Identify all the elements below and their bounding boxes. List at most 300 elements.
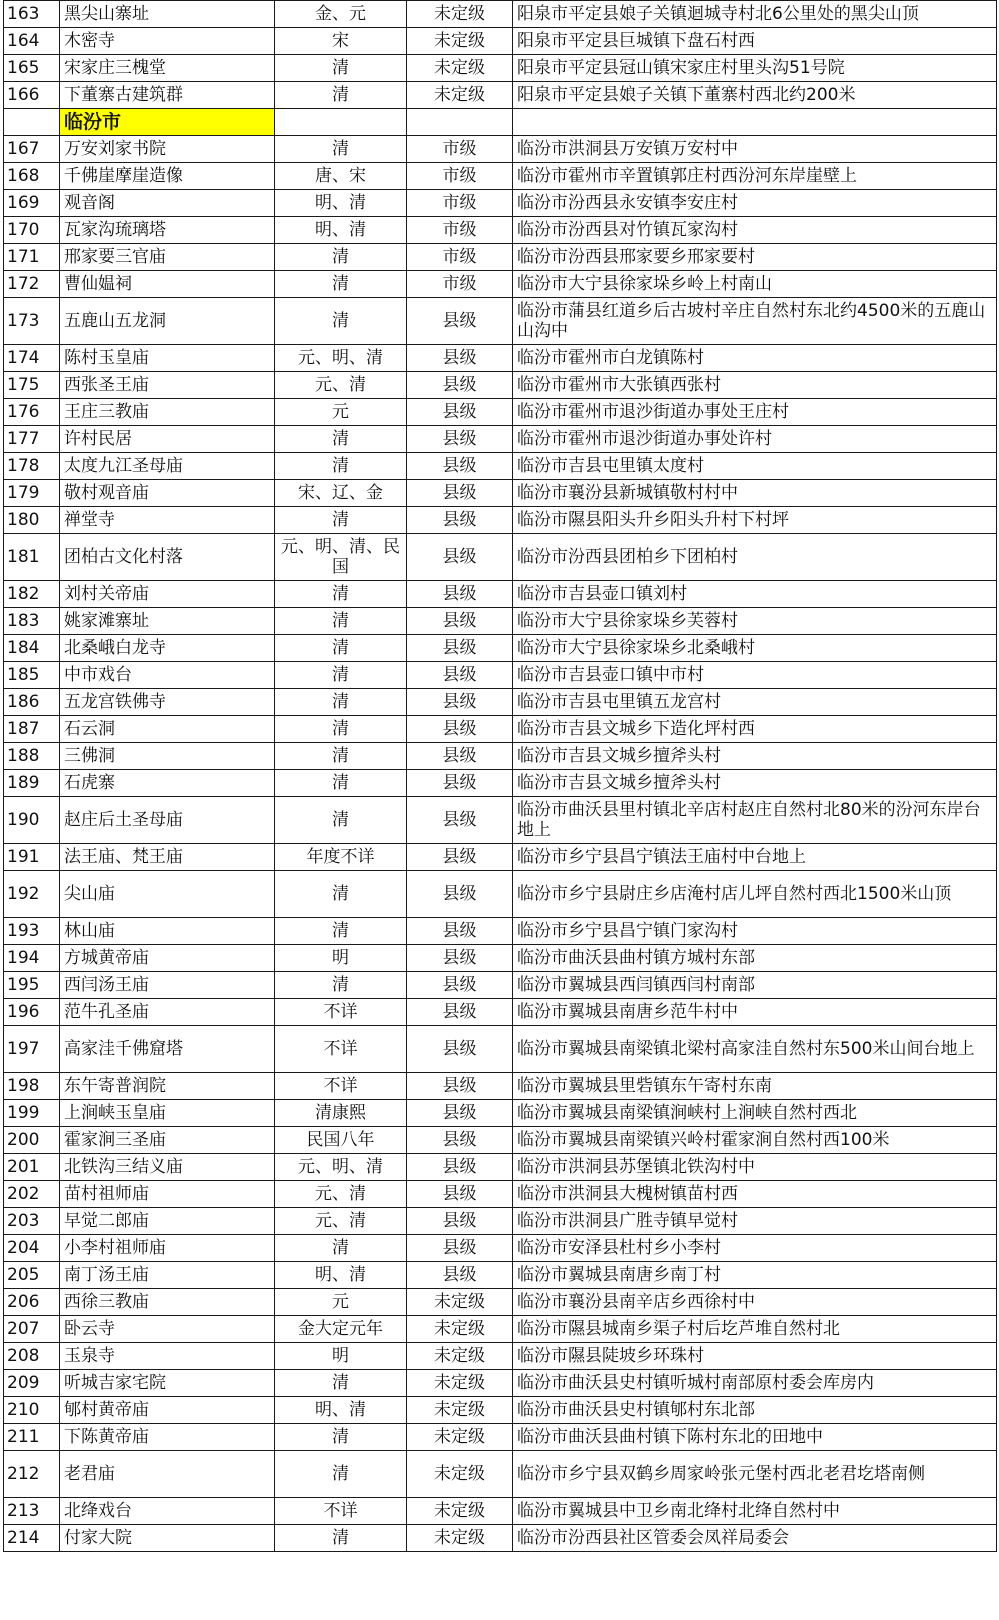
address-cell: 临汾市汾西县永安镇李安庄村 [513, 190, 997, 217]
protection-level-cell: 市级 [407, 244, 513, 271]
era-cell: 元、明、清 [275, 345, 407, 372]
row-number-cell: 189 [4, 770, 60, 797]
table-row [4, 635, 997, 662]
site-name-cell: 禅堂寺 [60, 507, 275, 534]
row-number-cell: 201 [4, 1154, 60, 1181]
table-row [4, 399, 997, 426]
era-cell: 不详 [275, 1073, 407, 1100]
address-cell: 临汾市安泽县杜村乡小李村 [513, 1235, 997, 1262]
row-number-cell: 202 [4, 1181, 60, 1208]
era-cell: 清 [275, 55, 407, 82]
address-cell: 阳泉市平定县冠山镇宋家庄村里头沟51号院 [513, 55, 997, 82]
row-number-cell: 214 [4, 1525, 60, 1552]
era-cell: 元、清 [275, 1181, 407, 1208]
table-row [4, 28, 997, 55]
section-heading: 临汾市 [60, 109, 275, 136]
era-cell: 清 [275, 82, 407, 109]
site-name-cell: 王庄三教庙 [60, 399, 275, 426]
protection-level-cell: 市级 [407, 190, 513, 217]
protection-level-cell: 县级 [407, 298, 513, 345]
era-cell: 不详 [275, 1498, 407, 1525]
address-cell: 临汾市汾西县邢家要乡邢家要村 [513, 244, 997, 271]
era-cell: 清 [275, 507, 407, 534]
section-number-cell [4, 109, 60, 136]
table-row [4, 534, 997, 581]
table-row [4, 716, 997, 743]
row-number-cell: 183 [4, 608, 60, 635]
table-row [4, 1026, 997, 1073]
site-name-cell: 法王庙、梵王庙 [60, 844, 275, 871]
protection-level-cell: 未定级 [407, 1, 513, 28]
heritage-table-sheet [3, 0, 996, 1552]
site-name-cell: 瓦家沟琉璃塔 [60, 217, 275, 244]
address-cell: 临汾市吉县屯里镇太度村 [513, 453, 997, 480]
address-cell: 阳泉市平定县娘子关镇下董寨村西北约200米 [513, 82, 997, 109]
site-name-cell: 西徐三教庙 [60, 1289, 275, 1316]
table-row [4, 797, 997, 844]
table-row [4, 1343, 997, 1370]
table-row [4, 480, 997, 507]
site-name-cell: 五龙宫铁佛寺 [60, 689, 275, 716]
address-cell: 临汾市翼城县中卫乡南北绛村北绛自然村中 [513, 1498, 997, 1525]
row-number-cell: 179 [4, 480, 60, 507]
site-name-cell: 西闫汤王庙 [60, 972, 275, 999]
row-number-cell: 169 [4, 190, 60, 217]
address-cell: 临汾市霍州市大张镇西张村 [513, 372, 997, 399]
protection-level-cell: 县级 [407, 743, 513, 770]
row-number-cell: 195 [4, 972, 60, 999]
address-cell: 临汾市乡宁县尉庄乡店淹村店儿坪自然村西北1500米山顶 [513, 871, 997, 918]
protection-level-cell: 县级 [407, 1208, 513, 1235]
table-row [4, 507, 997, 534]
address-cell: 临汾市汾西县社区管委会凤祥局委会 [513, 1525, 997, 1552]
table-row [4, 1073, 997, 1100]
protection-level-cell: 县级 [407, 844, 513, 871]
era-cell: 清 [275, 716, 407, 743]
era-cell: 清 [275, 136, 407, 163]
row-number-cell: 212 [4, 1451, 60, 1498]
row-number-cell: 167 [4, 136, 60, 163]
era-cell: 清 [275, 743, 407, 770]
era-cell: 明、清 [275, 217, 407, 244]
site-name-cell: 赵庄后土圣母庙 [60, 797, 275, 844]
table-row [4, 426, 997, 453]
site-name-cell: 观音阁 [60, 190, 275, 217]
site-name-cell: 苗村祖师庙 [60, 1181, 275, 1208]
section-row [4, 109, 997, 136]
section-era-cell [275, 109, 407, 136]
site-name-cell: 敬村观音庙 [60, 480, 275, 507]
table-row [4, 1127, 997, 1154]
table-row [4, 190, 997, 217]
protection-level-cell: 县级 [407, 1100, 513, 1127]
protection-level-cell: 县级 [407, 1181, 513, 1208]
row-number-cell: 168 [4, 163, 60, 190]
table-row [4, 298, 997, 345]
protection-level-cell: 县级 [407, 635, 513, 662]
row-number-cell: 173 [4, 298, 60, 345]
table-row [4, 1498, 997, 1525]
site-name-cell: 石云洞 [60, 716, 275, 743]
table-row [4, 1525, 997, 1552]
table-row [4, 1316, 997, 1343]
table-row [4, 217, 997, 244]
era-cell: 清 [275, 972, 407, 999]
site-name-cell: 邢家要三官庙 [60, 244, 275, 271]
address-cell: 临汾市乡宁县双鹤乡周家岭张元堡村西北老君圪塔南侧 [513, 1451, 997, 1498]
table-row [4, 244, 997, 271]
site-name-cell: 老君庙 [60, 1451, 275, 1498]
era-cell: 元、明、清 [275, 1154, 407, 1181]
address-cell: 临汾市翼城县南梁镇北梁村高家洼自然村东500米山间台地上 [513, 1026, 997, 1073]
row-number-cell: 194 [4, 945, 60, 972]
table-row [4, 871, 997, 918]
row-number-cell: 206 [4, 1289, 60, 1316]
address-cell: 临汾市洪洞县广胜寺镇早觉村 [513, 1208, 997, 1235]
row-number-cell: 172 [4, 271, 60, 298]
row-number-cell: 171 [4, 244, 60, 271]
protection-level-cell: 县级 [407, 972, 513, 999]
table-row [4, 453, 997, 480]
site-name-cell: 太度九江圣母庙 [60, 453, 275, 480]
site-name-cell: 陈村玉皇庙 [60, 345, 275, 372]
site-name-cell: 方城黄帝庙 [60, 945, 275, 972]
protection-level-cell: 未定级 [407, 1451, 513, 1498]
address-cell: 临汾市霍州市辛置镇郭庄村西汾河东岸崖壁上 [513, 163, 997, 190]
row-number-cell: 199 [4, 1100, 60, 1127]
address-cell: 临汾市霍州市白龙镇陈村 [513, 345, 997, 372]
site-name-cell: 中市戏台 [60, 662, 275, 689]
row-number-cell: 193 [4, 918, 60, 945]
era-cell: 清 [275, 581, 407, 608]
address-cell: 临汾市翼城县里砦镇东午寄村东南 [513, 1073, 997, 1100]
era-cell: 元、清 [275, 1208, 407, 1235]
era-cell: 清 [275, 635, 407, 662]
era-cell: 唐、宋 [275, 163, 407, 190]
row-number-cell: 164 [4, 28, 60, 55]
table-row [4, 1370, 997, 1397]
table-row [4, 82, 997, 109]
row-number-cell: 170 [4, 217, 60, 244]
table-row [4, 918, 997, 945]
site-name-cell: 付家大院 [60, 1525, 275, 1552]
table-row [4, 1424, 997, 1451]
site-name-cell: 卧云寺 [60, 1316, 275, 1343]
protection-level-cell: 县级 [407, 770, 513, 797]
address-cell: 临汾市翼城县西闫镇西闫村南部 [513, 972, 997, 999]
protection-level-cell: 县级 [407, 945, 513, 972]
protection-level-cell: 县级 [407, 797, 513, 844]
site-name-cell: 上涧峡玉皇庙 [60, 1100, 275, 1127]
table-row [4, 345, 997, 372]
site-name-cell: 五鹿山五龙洞 [60, 298, 275, 345]
protection-level-cell: 未定级 [407, 1525, 513, 1552]
table-row [4, 581, 997, 608]
table-row [4, 1208, 997, 1235]
protection-level-cell: 未定级 [407, 1343, 513, 1370]
site-name-cell: 姚家滩寨址 [60, 608, 275, 635]
era-cell: 清 [275, 1451, 407, 1498]
protection-level-cell: 县级 [407, 999, 513, 1026]
row-number-cell: 186 [4, 689, 60, 716]
site-name-cell: 万安刘家书院 [60, 136, 275, 163]
section-row-group [4, 109, 997, 136]
address-cell: 临汾市洪洞县苏堡镇北铁沟村中 [513, 1154, 997, 1181]
era-cell: 明 [275, 1343, 407, 1370]
site-name-cell: 玉泉寺 [60, 1343, 275, 1370]
era-cell: 清 [275, 797, 407, 844]
era-cell: 清 [275, 1235, 407, 1262]
address-cell: 临汾市翼城县南唐乡南丁村 [513, 1262, 997, 1289]
era-cell: 清 [275, 689, 407, 716]
protection-level-cell: 未定级 [407, 55, 513, 82]
table-row [4, 999, 997, 1026]
row-number-cell: 198 [4, 1073, 60, 1100]
era-cell: 清 [275, 1424, 407, 1451]
table-row [4, 972, 997, 999]
era-cell: 金大定元年 [275, 1316, 407, 1343]
site-name-cell: 许村民居 [60, 426, 275, 453]
protection-level-cell: 县级 [407, 608, 513, 635]
site-name-cell: 曹仙媪祠 [60, 271, 275, 298]
table-row [4, 271, 997, 298]
table-row [4, 1, 997, 28]
row-number-cell: 181 [4, 534, 60, 581]
table-body-yangquan [4, 1, 997, 109]
site-name-cell: 团柏古文化村落 [60, 534, 275, 581]
address-cell: 临汾市曲沃县史村镇听城村南部原村委会库房内 [513, 1370, 997, 1397]
era-cell: 清 [275, 662, 407, 689]
protection-level-cell: 未定级 [407, 1370, 513, 1397]
table-row [4, 372, 997, 399]
protection-level-cell: 县级 [407, 480, 513, 507]
table-row [4, 1181, 997, 1208]
row-number-cell: 209 [4, 1370, 60, 1397]
row-number-cell: 163 [4, 1, 60, 28]
address-cell: 阳泉市平定县巨城镇下盘石村西 [513, 28, 997, 55]
protection-level-cell: 市级 [407, 136, 513, 163]
row-number-cell: 192 [4, 871, 60, 918]
address-cell: 阳泉市平定县娘子关镇迴城寺村北6公里处的黑尖山顶 [513, 1, 997, 28]
address-cell: 临汾市洪洞县大槐树镇苗村西 [513, 1181, 997, 1208]
era-cell: 清 [275, 426, 407, 453]
row-number-cell: 178 [4, 453, 60, 480]
site-name-cell: 小李村祖师庙 [60, 1235, 275, 1262]
protection-level-cell: 县级 [407, 689, 513, 716]
table-row [4, 743, 997, 770]
row-number-cell: 177 [4, 426, 60, 453]
heritage-sites-table [3, 0, 997, 1552]
address-cell: 临汾市吉县文城乡擅斧头村 [513, 770, 997, 797]
address-cell: 临汾市襄汾县新城镇敬村村中 [513, 480, 997, 507]
row-number-cell: 210 [4, 1397, 60, 1424]
protection-level-cell: 县级 [407, 581, 513, 608]
site-name-cell: 下陈黄帝庙 [60, 1424, 275, 1451]
era-cell: 清 [275, 770, 407, 797]
address-cell: 临汾市大宁县徐家垛乡岭上村南山 [513, 271, 997, 298]
address-cell: 临汾市曲沃县史村镇郇村东北部 [513, 1397, 997, 1424]
protection-level-cell: 市级 [407, 271, 513, 298]
protection-level-cell: 县级 [407, 534, 513, 581]
address-cell: 临汾市吉县壶口镇刘村 [513, 581, 997, 608]
row-number-cell: 180 [4, 507, 60, 534]
address-cell: 临汾市隰县陡坡乡环珠村 [513, 1343, 997, 1370]
protection-level-cell: 县级 [407, 399, 513, 426]
site-name-cell: 石虎寨 [60, 770, 275, 797]
era-cell: 民国八年 [275, 1127, 407, 1154]
protection-level-cell: 未定级 [407, 1424, 513, 1451]
protection-level-cell: 县级 [407, 871, 513, 918]
table-row [4, 163, 997, 190]
site-name-cell: 西张圣王庙 [60, 372, 275, 399]
row-number-cell: 203 [4, 1208, 60, 1235]
table-row [4, 770, 997, 797]
address-cell: 临汾市蒲县红道乡后古坡村辛庄自然村东北约4500米的五鹿山山沟中 [513, 298, 997, 345]
row-number-cell: 213 [4, 1498, 60, 1525]
site-name-cell: 北绛戏台 [60, 1498, 275, 1525]
era-cell: 清 [275, 1525, 407, 1552]
table-row [4, 608, 997, 635]
protection-level-cell: 县级 [407, 1073, 513, 1100]
site-name-cell: 高家洼千佛窟塔 [60, 1026, 275, 1073]
era-cell: 元 [275, 1289, 407, 1316]
table-row [4, 55, 997, 82]
protection-level-cell: 县级 [407, 345, 513, 372]
address-cell: 临汾市乡宁县昌宁镇门家沟村 [513, 918, 997, 945]
table-row [4, 662, 997, 689]
era-cell: 清 [275, 271, 407, 298]
table-row [4, 689, 997, 716]
row-number-cell: 174 [4, 345, 60, 372]
row-number-cell: 208 [4, 1343, 60, 1370]
address-cell: 临汾市翼城县南梁镇兴岭村霍家涧自然村西100米 [513, 1127, 997, 1154]
row-number-cell: 175 [4, 372, 60, 399]
section-level-cell [407, 109, 513, 136]
table-row [4, 1235, 997, 1262]
protection-level-cell: 未定级 [407, 82, 513, 109]
era-cell: 明、清 [275, 190, 407, 217]
site-name-cell: 早觉二郎庙 [60, 1208, 275, 1235]
site-name-cell: 听城吉家宅院 [60, 1370, 275, 1397]
protection-level-cell: 县级 [407, 1154, 513, 1181]
era-cell: 明、清 [275, 1262, 407, 1289]
protection-level-cell: 县级 [407, 426, 513, 453]
table-row [4, 1154, 997, 1181]
address-cell: 临汾市洪洞县万安镇万安村中 [513, 136, 997, 163]
site-name-cell: 刘村关帝庙 [60, 581, 275, 608]
row-number-cell: 200 [4, 1127, 60, 1154]
protection-level-cell: 未定级 [407, 1289, 513, 1316]
table-row [4, 1262, 997, 1289]
protection-level-cell: 县级 [407, 1235, 513, 1262]
era-cell: 金、元 [275, 1, 407, 28]
section-address-cell [513, 109, 997, 136]
era-cell: 清 [275, 608, 407, 635]
row-number-cell: 205 [4, 1262, 60, 1289]
address-cell: 临汾市隰县城南乡渠子村后圪芦堆自然村北 [513, 1316, 997, 1343]
address-cell: 临汾市曲沃县里村镇北辛店村赵庄自然村北80米的汾河东岸台地上 [513, 797, 997, 844]
table-row [4, 945, 997, 972]
row-number-cell: 204 [4, 1235, 60, 1262]
address-cell: 临汾市汾西县团柏乡下团柏村 [513, 534, 997, 581]
row-number-cell: 191 [4, 844, 60, 871]
row-number-cell: 182 [4, 581, 60, 608]
era-cell: 清 [275, 453, 407, 480]
row-number-cell: 197 [4, 1026, 60, 1073]
table-row [4, 1397, 997, 1424]
site-name-cell: 三佛洞 [60, 743, 275, 770]
era-cell: 清 [275, 298, 407, 345]
protection-level-cell: 县级 [407, 716, 513, 743]
site-name-cell: 郇村黄帝庙 [60, 1397, 275, 1424]
row-number-cell: 188 [4, 743, 60, 770]
address-cell: 临汾市曲沃县曲村镇方城村东部 [513, 945, 997, 972]
site-name-cell: 宋家庄三槐堂 [60, 55, 275, 82]
protection-level-cell: 县级 [407, 507, 513, 534]
row-number-cell: 166 [4, 82, 60, 109]
era-cell: 不详 [275, 1026, 407, 1073]
row-number-cell: 184 [4, 635, 60, 662]
era-cell: 宋、辽、金 [275, 480, 407, 507]
era-cell: 清 [275, 918, 407, 945]
protection-level-cell: 县级 [407, 372, 513, 399]
row-number-cell: 190 [4, 797, 60, 844]
table-row [4, 844, 997, 871]
site-name-cell: 林山庙 [60, 918, 275, 945]
site-name-cell: 北铁沟三结义庙 [60, 1154, 275, 1181]
address-cell: 临汾市曲沃县曲村镇下陈村东北的田地中 [513, 1424, 997, 1451]
protection-level-cell: 县级 [407, 1127, 513, 1154]
address-cell: 临汾市吉县文城乡下造化坪村西 [513, 716, 997, 743]
protection-level-cell: 未定级 [407, 1498, 513, 1525]
site-name-cell: 下董寨古建筑群 [60, 82, 275, 109]
era-cell: 年度不详 [275, 844, 407, 871]
era-cell: 明、清 [275, 1397, 407, 1424]
protection-level-cell: 未定级 [407, 1316, 513, 1343]
table-body-linfen [4, 136, 997, 1552]
protection-level-cell: 市级 [407, 163, 513, 190]
address-cell: 临汾市翼城县南梁镇涧峡村上涧峡自然村西北 [513, 1100, 997, 1127]
address-cell: 临汾市吉县屯里镇五龙宫村 [513, 689, 997, 716]
protection-level-cell: 县级 [407, 918, 513, 945]
site-name-cell: 东午寄普润院 [60, 1073, 275, 1100]
address-cell: 临汾市霍州市退沙街道办事处许村 [513, 426, 997, 453]
site-name-cell: 千佛崖摩崖造像 [60, 163, 275, 190]
site-name-cell: 北桑峨白龙寺 [60, 635, 275, 662]
protection-level-cell: 县级 [407, 1262, 513, 1289]
address-cell: 临汾市大宁县徐家垛乡北桑峨村 [513, 635, 997, 662]
protection-level-cell: 县级 [407, 662, 513, 689]
address-cell: 临汾市霍州市退沙街道办事处王庄村 [513, 399, 997, 426]
era-cell: 清 [275, 244, 407, 271]
address-cell: 临汾市翼城县南唐乡范牛村中 [513, 999, 997, 1026]
address-cell: 临汾市乡宁县昌宁镇法王庙村中台地上 [513, 844, 997, 871]
address-cell: 临汾市大宁县徐家垛乡芙蓉村 [513, 608, 997, 635]
era-cell: 清 [275, 871, 407, 918]
site-name-cell: 黑尖山寨址 [60, 1, 275, 28]
row-number-cell: 211 [4, 1424, 60, 1451]
era-cell: 元 [275, 399, 407, 426]
row-number-cell: 165 [4, 55, 60, 82]
address-cell: 临汾市襄汾县南辛店乡西徐村中 [513, 1289, 997, 1316]
row-number-cell: 185 [4, 662, 60, 689]
era-cell: 元、明、清、民国 [275, 534, 407, 581]
site-name-cell: 尖山庙 [60, 871, 275, 918]
row-number-cell: 207 [4, 1316, 60, 1343]
era-cell: 清康熙 [275, 1100, 407, 1127]
protection-level-cell: 县级 [407, 453, 513, 480]
table-row [4, 1451, 997, 1498]
